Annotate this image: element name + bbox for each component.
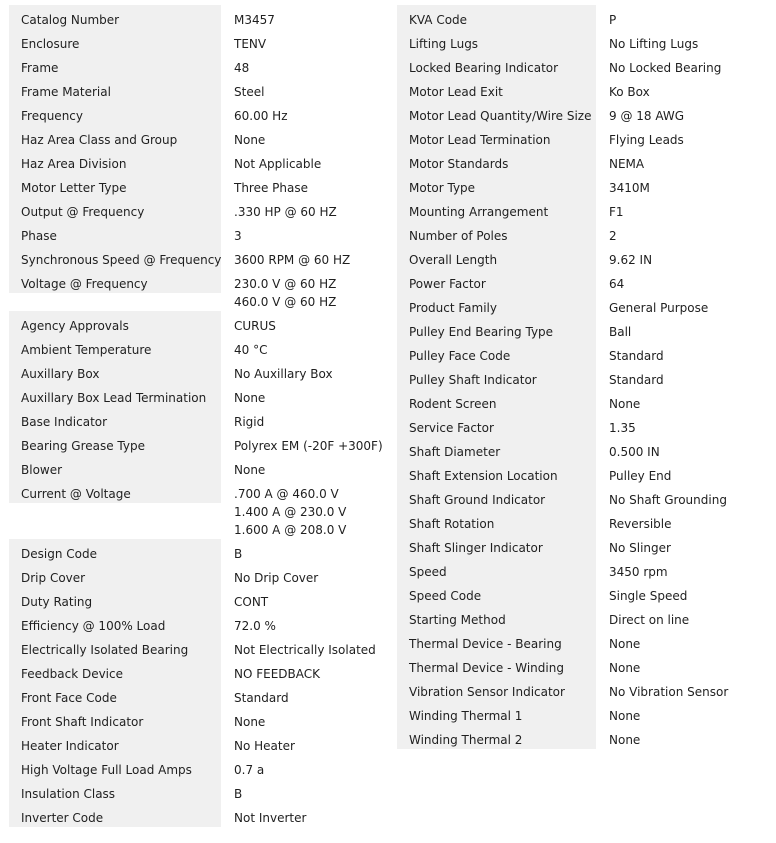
spec-row-overall-length <box>397 245 769 269</box>
spec-value-line: 3 <box>234 229 242 243</box>
spec-value <box>221 659 389 683</box>
spec-row-inverter-code <box>9 803 389 827</box>
spec-row-agency-approvals <box>9 311 389 335</box>
spec-value-line: No Auxillary Box <box>234 367 333 381</box>
spec-label: Shaft Slinger Indicator <box>397 533 596 557</box>
spec-value-line: No Locked Bearing <box>609 61 722 75</box>
spec-value-line: 48 <box>234 61 250 75</box>
spec-row-enclosure <box>9 29 389 53</box>
spec-value <box>221 125 389 149</box>
spec-row-lifting-lugs <box>397 29 769 53</box>
spec-value <box>596 221 769 245</box>
spec-value <box>596 485 769 509</box>
spec-value-line: No Shaft Grounding <box>609 493 727 507</box>
spec-value <box>596 245 769 269</box>
spec-label: Thermal Device - Bearing <box>397 629 596 653</box>
spec-row-thermal-device-bearing <box>397 629 769 653</box>
spec-row-haz-area-division <box>9 149 389 173</box>
spec-label: Synchronous Speed @ Frequency <box>9 245 221 269</box>
spec-label: Pulley End Bearing Type <box>397 317 596 341</box>
spec-value <box>221 731 389 755</box>
spec-value-line: Polyrex EM (-20F +300F) <box>234 439 383 453</box>
spec-value-line: 40 °C <box>234 343 268 357</box>
spec-label: Haz Area Class and Group <box>9 125 221 149</box>
spec-row-feedback-device <box>9 659 389 683</box>
spec-label: KVA Code <box>397 5 596 29</box>
spec-value <box>221 335 389 359</box>
spec-row-pulley-face-code <box>397 341 769 365</box>
spec-value <box>221 635 389 659</box>
spec-row-shaft-diameter <box>397 437 769 461</box>
spec-row-pulley-end-bearing-type <box>397 317 769 341</box>
spec-value-line: Ball <box>609 325 632 339</box>
spec-value-line: No Vibration Sensor <box>609 685 729 699</box>
spec-label: Blower <box>9 455 221 479</box>
spec-value-line: Rigid <box>234 415 265 429</box>
spec-label: High Voltage Full Load Amps <box>9 755 221 779</box>
spec-value-line: Not Electrically Isolated <box>234 643 376 657</box>
spec-row-phase <box>9 221 389 245</box>
spec-row-haz-area-class-and-group <box>9 125 389 149</box>
spec-value <box>596 293 769 317</box>
spec-label: Feedback Device <box>9 659 221 683</box>
spec-value <box>596 29 769 53</box>
spec-value-line: 0.7 a <box>234 763 265 777</box>
spec-value-line: Standard <box>609 349 664 363</box>
spec-value-line: 1.400 A @ 230.0 V <box>234 505 347 519</box>
spec-row-kva-code <box>397 5 769 29</box>
spec-label: Shaft Diameter <box>397 437 596 461</box>
spec-label: Winding Thermal 1 <box>397 701 596 725</box>
spec-row-shaft-rotation <box>397 509 769 533</box>
spec-row-front-shaft-indicator <box>9 707 389 731</box>
spec-row-front-face-code <box>9 683 389 707</box>
spec-value-line: 2 <box>609 229 617 243</box>
spec-value <box>596 509 769 533</box>
spec-label: Motor Type <box>397 173 596 197</box>
spec-value <box>596 173 769 197</box>
spec-label: Motor Lead Quantity/Wire Size <box>397 101 596 125</box>
spec-value-line: Flying Leads <box>609 133 684 147</box>
spec-value-line: None <box>609 397 641 411</box>
spec-value <box>596 653 769 677</box>
spec-value-line: 64 <box>609 277 625 291</box>
spec-row-auxillary-box <box>9 359 389 383</box>
spec-row-base-indicator <box>9 407 389 431</box>
spec-value-line: 0.500 IN <box>609 445 660 459</box>
spec-row-ambient-temperature <box>9 335 389 359</box>
spec-value <box>221 311 389 335</box>
spec-row-blower <box>9 455 389 479</box>
spec-label: Frequency <box>9 101 221 125</box>
spec-label: Efficiency @ 100% Load <box>9 611 221 635</box>
spec-label: Thermal Device - Winding <box>397 653 596 677</box>
spec-row-product-family <box>397 293 769 317</box>
spec-row-catalog-number <box>9 5 389 29</box>
spec-row-frame-material <box>9 77 389 101</box>
spec-value <box>596 629 769 653</box>
spec-value <box>221 779 389 803</box>
spec-row-motor-lead-quantity-wire-size <box>397 101 769 125</box>
spec-label: Rodent Screen <box>397 389 596 413</box>
spec-label: Motor Lead Termination <box>397 125 596 149</box>
spec-value <box>596 149 769 173</box>
spec-value-line: None <box>609 661 641 675</box>
spec-value <box>221 77 389 101</box>
spec-row-winding-thermal-1 <box>397 701 769 725</box>
spec-value <box>596 365 769 389</box>
spec-value-line: Three Phase <box>234 181 309 195</box>
spec-row-insulation-class <box>9 779 389 803</box>
spec-label: Phase <box>9 221 221 245</box>
spec-value <box>221 611 389 635</box>
spec-label: Haz Area Division <box>9 149 221 173</box>
spec-value <box>596 677 769 701</box>
spec-value-line: Not Inverter <box>234 811 307 825</box>
spec-value <box>596 437 769 461</box>
spec-row-drip-cover <box>9 563 389 587</box>
spec-value-line: Ko Box <box>609 85 650 99</box>
spec-row-power-factor <box>397 269 769 293</box>
spec-label: Enclosure <box>9 29 221 53</box>
spec-row-frequency <box>9 101 389 125</box>
spec-value-line: No Slinger <box>609 541 671 555</box>
spec-label: Shaft Ground Indicator <box>397 485 596 509</box>
spec-value <box>221 221 389 245</box>
spec-label: Catalog Number <box>9 5 221 29</box>
specs-column-left <box>9 5 389 827</box>
spec-value <box>596 725 769 749</box>
spec-value-line: P <box>609 13 617 27</box>
spec-value <box>221 53 389 77</box>
spec-value-line: .330 HP @ 60 HZ <box>234 205 337 219</box>
spec-value-line: B <box>234 787 243 801</box>
spec-row-duty-rating <box>9 587 389 611</box>
spec-value <box>221 197 389 221</box>
spec-label: Pulley Face Code <box>397 341 596 365</box>
spec-row-vibration-sensor-indicator <box>397 677 769 701</box>
spec-value-line: Direct on line <box>609 613 690 627</box>
spec-row-design-code <box>9 539 389 563</box>
spec-value <box>596 317 769 341</box>
spec-value <box>596 341 769 365</box>
spec-value-line: NO FEEDBACK <box>234 667 321 681</box>
spec-value <box>221 383 389 407</box>
spec-value <box>221 539 389 563</box>
spec-value <box>221 5 389 29</box>
spec-row-shaft-extension-location <box>397 461 769 485</box>
spec-label: Overall Length <box>397 245 596 269</box>
spec-value <box>596 53 769 77</box>
spec-value <box>221 563 389 587</box>
spec-row-heater-indicator <box>9 731 389 755</box>
spec-label: Motor Letter Type <box>9 173 221 197</box>
spec-label: Product Family <box>397 293 596 317</box>
spec-value-line: Standard <box>234 691 289 705</box>
spec-row-motor-lead-exit <box>397 77 769 101</box>
spec-row-pulley-shaft-indicator <box>397 365 769 389</box>
spec-value-line: Single Speed <box>609 589 688 603</box>
spec-label: Speed <box>397 557 596 581</box>
spec-label: Pulley Shaft Indicator <box>397 365 596 389</box>
spec-value <box>596 461 769 485</box>
spec-row-frame <box>9 53 389 77</box>
spec-value-line: 3410M <box>609 181 650 195</box>
spec-value-line: CONT <box>234 595 269 609</box>
spec-value-line: No Heater <box>234 739 295 753</box>
spec-value-line: TENV <box>234 37 267 51</box>
spec-row-motor-standards <box>397 149 769 173</box>
spec-label: Duty Rating <box>9 587 221 611</box>
spec-row-current-voltage <box>9 479 389 539</box>
spec-value-line: General Purpose <box>609 301 709 315</box>
spec-label: Design Code <box>9 539 221 563</box>
spec-row-number-of-poles <box>397 221 769 245</box>
spec-row-auxillary-box-lead-termination <box>9 383 389 407</box>
spec-label: Locked Bearing Indicator <box>397 53 596 77</box>
spec-value-line: 460.0 V @ 60 HZ <box>234 295 337 309</box>
spec-value <box>596 5 769 29</box>
spec-value-line: None <box>234 463 266 477</box>
spec-value-line: None <box>609 733 641 747</box>
spec-value-line: Not Applicable <box>234 157 322 171</box>
spec-value <box>221 245 389 269</box>
spec-label: Insulation Class <box>9 779 221 803</box>
spec-label: Mounting Arrangement <box>397 197 596 221</box>
spec-value <box>596 125 769 149</box>
spec-label: Shaft Extension Location <box>397 461 596 485</box>
spec-row-winding-thermal-2 <box>397 725 769 749</box>
spec-row-rodent-screen <box>397 389 769 413</box>
spec-value <box>221 479 389 539</box>
spec-row-locked-bearing-indicator <box>397 53 769 77</box>
spec-value <box>221 269 389 311</box>
spec-value <box>221 683 389 707</box>
spec-value <box>596 197 769 221</box>
spec-value-line: Pulley End <box>609 469 672 483</box>
spec-value-line: 9 @ 18 AWG <box>609 109 685 123</box>
spec-label: Auxillary Box <box>9 359 221 383</box>
spec-value <box>596 77 769 101</box>
spec-value-line: None <box>609 709 641 723</box>
spec-value-line: 1.35 <box>609 421 636 435</box>
spec-value <box>221 29 389 53</box>
spec-label: Electrically Isolated Bearing <box>9 635 221 659</box>
spec-label: Motor Standards <box>397 149 596 173</box>
spec-value-line: F1 <box>609 205 624 219</box>
spec-row-shaft-slinger-indicator <box>397 533 769 557</box>
spec-row-shaft-ground-indicator <box>397 485 769 509</box>
spec-row-output-frequency <box>9 197 389 221</box>
spec-value <box>596 605 769 629</box>
spec-value <box>221 431 389 455</box>
spec-value-line: None <box>234 715 266 729</box>
spec-label: Ambient Temperature <box>9 335 221 359</box>
spec-value <box>221 407 389 431</box>
spec-value-line: .700 A @ 460.0 V <box>234 487 339 501</box>
spec-value-line: None <box>234 391 266 405</box>
spec-label: Front Shaft Indicator <box>9 707 221 731</box>
spec-label: Service Factor <box>397 413 596 437</box>
spec-value-line: No Drip Cover <box>234 571 319 585</box>
spec-value-line: 60.00 Hz <box>234 109 288 123</box>
spec-label: Number of Poles <box>397 221 596 245</box>
spec-label: Output @ Frequency <box>9 197 221 221</box>
spec-value <box>596 389 769 413</box>
spec-value-line: 9.62 IN <box>609 253 653 267</box>
spec-value <box>596 413 769 437</box>
spec-label: Base Indicator <box>9 407 221 431</box>
spec-value <box>596 269 769 293</box>
spec-value <box>221 707 389 731</box>
spec-value-line: Steel <box>234 85 265 99</box>
spec-value-line: None <box>234 133 266 147</box>
spec-value <box>221 173 389 197</box>
spec-value-line: CURUS <box>234 319 276 333</box>
spec-label: Front Face Code <box>9 683 221 707</box>
spec-value-line: 1.600 A @ 208.0 V <box>234 523 347 537</box>
spec-label: Motor Lead Exit <box>397 77 596 101</box>
spec-value <box>221 101 389 125</box>
spec-value <box>596 101 769 125</box>
spec-value-line: Standard <box>609 373 664 387</box>
spec-value-line: B <box>234 547 243 561</box>
spec-label: Frame Material <box>9 77 221 101</box>
spec-value <box>596 581 769 605</box>
spec-value-line: 3600 RPM @ 60 HZ <box>234 253 351 267</box>
spec-label: Lifting Lugs <box>397 29 596 53</box>
spec-value-line: None <box>609 637 641 651</box>
spec-row-efficiency-100-load <box>9 611 389 635</box>
spec-label: Shaft Rotation <box>397 509 596 533</box>
spec-value <box>596 533 769 557</box>
spec-label: Power Factor <box>397 269 596 293</box>
spec-row-high-voltage-full-load-amps <box>9 755 389 779</box>
spec-label: Current @ Voltage <box>9 479 221 503</box>
spec-value <box>596 701 769 725</box>
spec-label: Bearing Grease Type <box>9 431 221 455</box>
spec-value <box>221 587 389 611</box>
spec-label: Agency Approvals <box>9 311 221 335</box>
spec-row-motor-type <box>397 173 769 197</box>
spec-row-thermal-device-winding <box>397 653 769 677</box>
spec-value <box>221 803 389 827</box>
spec-value-line: M3457 <box>234 13 275 27</box>
spec-row-voltage-frequency <box>9 269 389 311</box>
spec-label: Drip Cover <box>9 563 221 587</box>
spec-row-speed-code <box>397 581 769 605</box>
spec-value-line: No Lifting Lugs <box>609 37 699 51</box>
specs-column-right <box>397 5 769 749</box>
spec-value-line: NEMA <box>609 157 645 171</box>
spec-label: Vibration Sensor Indicator <box>397 677 596 701</box>
spec-row-motor-lead-termination <box>397 125 769 149</box>
spec-value <box>596 557 769 581</box>
spec-row-synchronous-speed-frequency <box>9 245 389 269</box>
spec-label: Inverter Code <box>9 803 221 827</box>
spec-value <box>221 755 389 779</box>
spec-row-bearing-grease-type <box>9 431 389 455</box>
spec-value-line: 230.0 V @ 60 HZ <box>234 277 337 291</box>
spec-label: Starting Method <box>397 605 596 629</box>
spec-row-mounting-arrangement <box>397 197 769 221</box>
spec-value-line: Reversible <box>609 517 672 531</box>
spec-value <box>221 149 389 173</box>
spec-value <box>221 359 389 383</box>
spec-label: Heater Indicator <box>9 731 221 755</box>
spec-value <box>221 455 389 479</box>
spec-label: Voltage @ Frequency <box>9 269 221 293</box>
spec-row-starting-method <box>397 605 769 629</box>
spec-value-line: 3450 rpm <box>609 565 668 579</box>
spec-label: Frame <box>9 53 221 77</box>
spec-row-electrically-isolated-bearing <box>9 635 389 659</box>
spec-value-line: 72.0 % <box>234 619 276 633</box>
spec-label: Auxillary Box Lead Termination <box>9 383 221 407</box>
spec-label: Winding Thermal 2 <box>397 725 596 749</box>
spec-label: Speed Code <box>397 581 596 605</box>
spec-row-service-factor <box>397 413 769 437</box>
spec-row-speed <box>397 557 769 581</box>
spec-row-motor-letter-type <box>9 173 389 197</box>
